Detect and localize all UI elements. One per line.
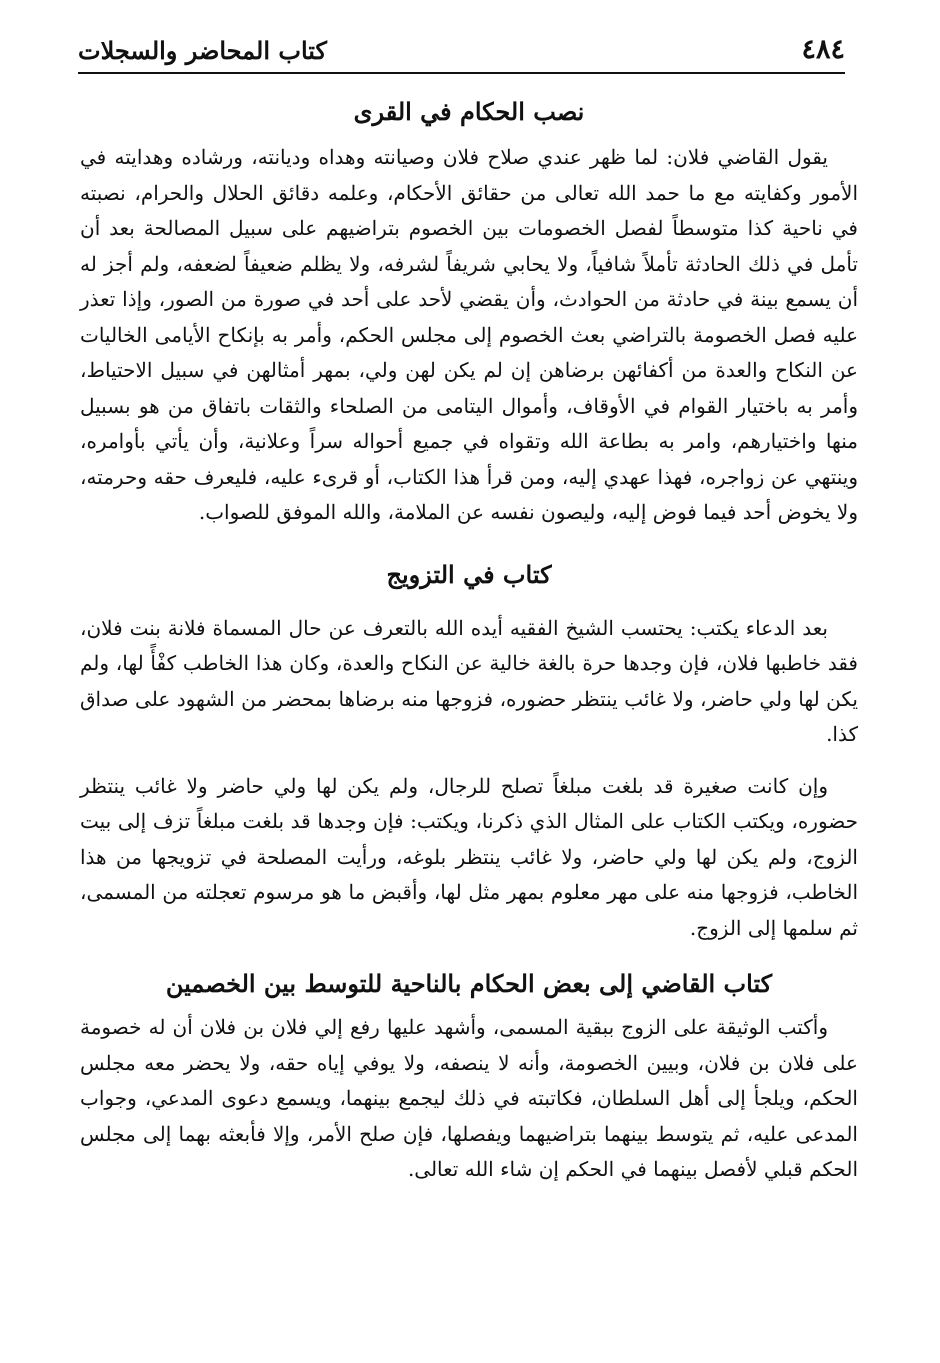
page-content: [80, 92, 858, 1188]
section-heading: نصب الحكام في القرى: [353, 97, 585, 126]
section-paragraph: وأكتب الوثيقة على الزوج ببقية المسمى، وأشهد عليها رفع إلي فلان بن فلان أن له خصومة على فلان بن فلان، وبيين الخصومة، وأنه لا ينصفه، ولا يوفي إياه حقه، ولا يحضر معه مجلس الحكم، ويلجأ إلى أهل السلطان، فكاتبته في ذلك ليجمع بينهما، ويسمع دعوى المدعي، وجواب المدعى عليه، ثم يتوسط بينهما بتراضيهما ويفصلها، فإن صلح الأمر، وإلا فأبعثه بهما إلى مجلس الحكم قبلي لأفصل بينهما في الحكم إن شاء الله تعالى.: [80, 1015, 858, 1181]
section-paragraph: بعد الدعاء يكتب: يحتسب الشيخ الفقيه أيده الله بالتعرف عن حال المسماة فلانة بنت فلان، فقد خاطبها فلان، فإن وجدها حرة بالغة خالية عن النكاح والعدة، وكان هذا الخاطب كفْأً لها، ولم يكن لها ولي حاضر، ولا غائب ينتظر حضوره، فزوجها منه برضاها بمحضر من الشهود على صداق كذا.: [80, 615, 858, 746]
section-paragraph: وإن كانت صغيرة قد بلغت مبلغاً تصلح للرجال، ولم يكن لها ولي حاضر ولا غائب ينتظر حضوره، ويكتب الكتاب على المثال الذي ذكرنا، ويكتب: فإن وجدها قد بلغت مبلغاً تزف إلى بيت الزوج، ولم يكن لها ولي حاضر، ولا غائب ينتظر بلوغه، ورأيت المصلحة في تزويجها من هذا الخاطب، فزوجها منه على مهر معلوم بمهر مثل لها، وأقبض ما هو مرسوم تعجلته من المسمى، ثم سلمها إلى الزوج.: [80, 773, 858, 940]
page-number: ٤٨٤: [801, 34, 845, 65]
running-header: [78, 28, 845, 74]
section-appointing-judges: [80, 92, 858, 531]
section-judge-letter: [80, 964, 858, 1188]
book-title: كتاب المحاضر والسجلات: [78, 36, 327, 65]
section-marriage-letter: [80, 555, 858, 947]
section-heading: كتاب القاضي إلى بعض الحكام بالناحية للتوسط بين الخصمين: [165, 969, 773, 998]
section-paragraph: يقول القاضي فلان: لما ظهر عندي صلاح فلان وصيانته وهداه وديانته، ورشاده وهدايته في الأمور وكفايته مع ما حمد الله تعالى من حقائق الأحكام، وعلمه دقائق الحلال والحرام، نصبته في ناحية كذا متوسطاً لفصل الخصومات بين الخصوم بتراضيهم على سبيل المصالحة بعد أن تأمل في ذلك الحادثة تأملاً شافياً، ولا يحابي شريفاً لشرفه، ولا يظلم ضعيفاً لضعفه، ولم أجز له أن يسمع بينة في حادثة من الحوادث، وأن يقضي لأحد على أحد في صورة من الصور، وإذا تعذر عليه فصل الخصومة بالتراضي بعث الخصوم إلى مجلس الحكم، وأمر به بإنكاح الأيامى الخاليات عن النكاح والعدة من أكفائهن برضاهن إن لم يكن لهن ولي، بمهر أمثالهن في سبيل الاحتياط، وأمر به باختيار القوام في الأوقاف، وأموال اليتامى من الصلحاء والثقات باتفاق من هو بسبيل منها واختيارهم، وامر به بطاعة الله وتقواه في جميع أحواله سراً وعلانية، وأن يأتي بأوامره، وينتهي عن زواجره، فهذا عهدي إليه، ومن قرأ هذا الكتاب، أو قرىء عليه، فليعرف حقه وحرمته، ولا يخوض أحد فيما فوض إليه، وليصون نفسه عن الملامة، والله الموفق للصواب.: [80, 145, 858, 524]
section-heading: كتاب في التزويج: [386, 559, 552, 589]
